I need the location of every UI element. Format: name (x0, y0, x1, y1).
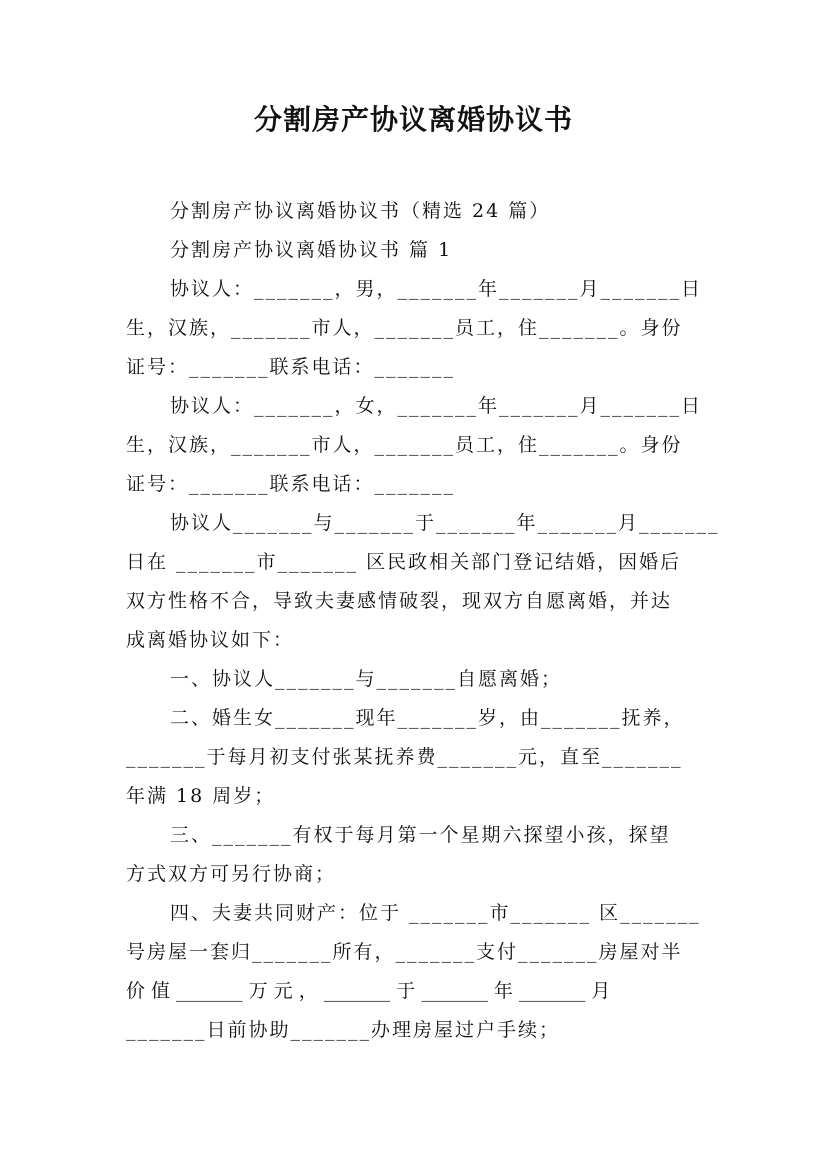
paragraph-line: 生，汉族，_______市人，_______员工，住_______。身份 (126, 434, 683, 456)
paragraph-line: 协议人_______与_______于_______年_______月_______ (170, 512, 720, 534)
paragraph-line: 证号：_______联系电话：_______ (126, 356, 456, 378)
paragraph-line: 协议人：_______，女，_______年_______月_______日 (170, 395, 703, 417)
clause-line: _______日前协助_______办理房屋过户手续； (126, 1019, 561, 1041)
paragraph-line: 协议人：_______，男，_______年_______月_______日 (170, 278, 703, 300)
page-title: 分割房产协议离婚协议书 (253, 103, 573, 136)
paragraph-line: 证号：_______联系电话：_______ (126, 473, 456, 495)
clause-line: 号房屋一套归_______所有，_______支付_______房屋对半 (126, 941, 683, 963)
clause-line: 年满 18 周岁； (126, 785, 276, 807)
clause-line: 方式双方可另行协商； (126, 863, 337, 885)
paragraph-line: 双方性格不合，导致夫妻感情破裂，现双方自愿离婚，并达 (126, 590, 673, 612)
clause-line: 二、婚生女_______现年_______岁，由_______抚养， (170, 707, 685, 729)
clause-line: 三、_______有权于每月第一个星期六探望小孩，探望 (170, 824, 671, 846)
paragraph-line: 日在 _______市_______ 区民政相关部门登记结婚，因婚后 (126, 551, 682, 573)
paragraph-line: 生，汉族，_______市人，_______员工，住_______。身份 (126, 317, 683, 339)
clause-line: _______于每月初支付张某抚养费_______元，直至_______ (126, 746, 683, 768)
clause-line: 价 值 _______ 万 元 ， _______ 于 _______ 年 _______ 月 (126, 980, 611, 1002)
subtitle-line: 分割房产协议离婚协议书（精选 24 篇） (170, 200, 551, 222)
paragraph-line: 成离婚协议如下： (126, 629, 295, 651)
clause-line: 四、夫妻共同财产：位于 _______市_______ 区_______ (170, 902, 701, 924)
clause-line: 一、协议人_______与_______自愿离婚； (170, 668, 563, 690)
section-heading: 分割房产协议离婚协议书 篇 1 (170, 239, 453, 261)
